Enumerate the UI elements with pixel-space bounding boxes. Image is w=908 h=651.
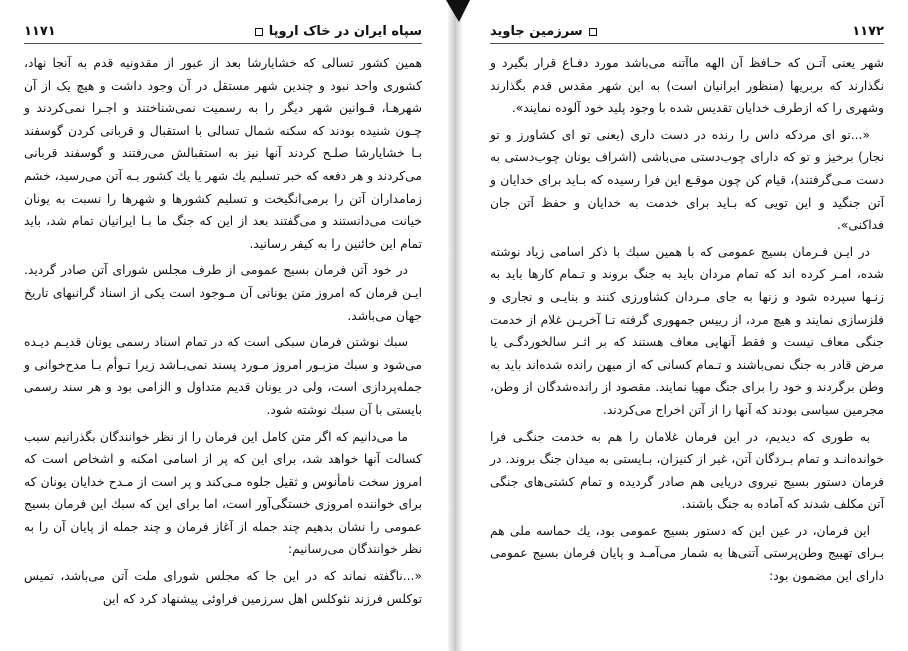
paragraph: این فرمان، در عین این که دستور بسیج عمومی بود، یك حماسه ملی هم بـرای تهییج وطن‌پرستی آتنی‌ها به شمار می‌آمـد و پایان فرمان بسیج عمومی دارای این مضمون بود:: [490, 523, 884, 584]
running-title: سرزمین جاوید: [490, 24, 583, 39]
paragraph: ما می‌دانیم که اگر متن کامل این فرمان را از نظر خوانندگان بگذرانیم سبب کسالت آنها خواهد شد، برای این که پر از اسامی امکنه و اشخاص است که امروز سخت نامأنوس و ثقیل جلوه مـی‌کند و پر است از مـدح خدایان یونان که برای خواننده امروزی خستگی‌آور است، اما برای این که سبك این فرمان بسیج عمومی را نشان بدهیم چند جمله از آغاز فرمان و چند جمله از پایان آن را به نظر خوانندگان می‌رسانیم:: [24, 429, 422, 557]
page-number: ۱۱۷۲: [852, 24, 884, 39]
paragraph: سبك نوشتن فرمان سبکی است که در تمام اسناد رسمی یونان قدیـم دیـده می‌شود و سبك مزبـور امروز مـورد پسند نمی‌بـاشد زیرا تـوأم بـا مدح‌خوانی و جمله‌پردازی است، ولی در یونان قدیم متداول و الزامی بود و هر سند رسمی بایستی با آن سبك نوشته شود.: [24, 335, 422, 417]
book-gutter: [448, 0, 462, 651]
paragraph: «...تو ای مردکه داس را رنده در دست داری (یعنی تو ای کشاورز و تو نجار) برخیز و تو که دارای چوب‌دستی می‌باشی (اشراف یونان چوب‌دستی به دست مـی‌گرفتند)، قیام کن چون موقـع این فرا رسیده که بـاید برای خدایان و آتن جنگید و این تویی که بـاید برای خدمت به خدایان و حفظ آتن جان فداکنی».: [490, 127, 884, 233]
right-page-body: [490, 52, 884, 588]
square-separator-icon: [255, 28, 263, 36]
right-page-header: [490, 24, 884, 44]
paragraph: همین کشور تسالی که خشایارشا بعد از عبور از مقدونیه قدم به آنجا نهاد، کشوری واحد نبود و چندین شهر مستقل در آن وجود داشت و هیچ یک از آن شهرهـا، قـوانین شهر دیگر را به رسمیت نمی‌شناختند و اجـرا نمی‌کردند و چـون شنیده بودند که سکنه شمال تسالی با استقبال و قربانی کردن گوسفند بـا خشایارشا صلـح کردند آنها نیز به استقبالش می‌رفتند و گوسفند قربانی می‌کردند و هر دفعه که خبر تسلیم یك شهر یا یك کشور بـه آتن می‌رسید، خشم زمامداران آتن را برمی‌انگیخت و تسلیم کشورها و شهرها را نسبت به یونان خیانت می‌دانستند و می‌گفتند بعد از این که جنگ ما بـا ایرانیان تمام شد، باید تمام این خائنین را به کیفر رسانید.: [24, 56, 422, 251]
running-title: سپاه ایران در خاک اروپا: [268, 24, 422, 39]
square-separator-icon: [589, 28, 597, 36]
left-page: [0, 0, 448, 651]
paragraph: «...ناگفته نماند که در این جا که مجلس شورای ملت آتن می‌باشد، تمیس توکلس فرزند نئوکلس اهل سرزمین فراوئی پیشنهاد کرد که این: [24, 569, 422, 606]
left-running-title-group: [255, 24, 422, 39]
left-page-body: [24, 52, 422, 610]
right-running-title-group: [490, 24, 597, 39]
paragraph: شهر یعنی آتـن که حـافظ آن الهه ماآتنه می‌باشد مورد دفـاع قرار بگیرد و نگذارند که بربریها (منظور ایرانیان است) به این شهر مقدس قدم بگذارند وشهری را که ازطرف خدایان تقدیس شده با وجود پلید خود آلوده نمایند».: [490, 56, 884, 116]
paragraph: به طوری که دیدیم، در این فرمان غلامان را هم به خدمت جنگـی فرا خوانده‌انـد و تمام بـردگان آتن، غیر از کنیزان، بـایستی به میدان جنگ بروند. در فرمان دستور بسیج نیروی دریایی هم صادر گردیده و تمام کشتی‌های جنگی آتن مکلف شدند که آماده به جنگ باشند.: [490, 429, 884, 512]
paragraph: در ایـن فـرمان بسیج عمومی که با همین سبك با ذکر اسامی زیاد نوشته شده، امـر کرده اند که تمام مردان باید به جنگ بروند و تـمام کارها باید به زنـها سپرده شود و زنها به جای مـردان کشاورزی کنند و بنایـی و نجاری و فلزسازی نمایند و هیچ مرد، از رییس جمهوری گرفته تـا آخریـن غلام از خدمت جنگی معاف نیست و فقط آنهایی معاف هستند که بر اثـر سالخوردگـی یا مرض قادر به جنگ نمی‌باشند و تـمام کسانی که از میهن رانده شده‌اند باید به وطن برگردند و خود را برای جنگ مهیا نمایند. مقصود از رانده‌شدگان از وطن، مجرمین سیاسی بودند که آنها را از آتن اخراج می‌کردند.: [490, 244, 884, 417]
page-number: ۱۱۷۱: [24, 24, 56, 39]
paragraph: در خود آتن فرمان بسیج عمومی از طرف مجلس شورای آتن صادر گردید. ایـن فرمان که امروز متن یونانی آن مـوجود است یکی از اسناد گرانبهای تاریخ جهان می‌باشد.: [24, 263, 422, 323]
left-page-header: [24, 24, 422, 44]
right-page: [462, 0, 908, 651]
